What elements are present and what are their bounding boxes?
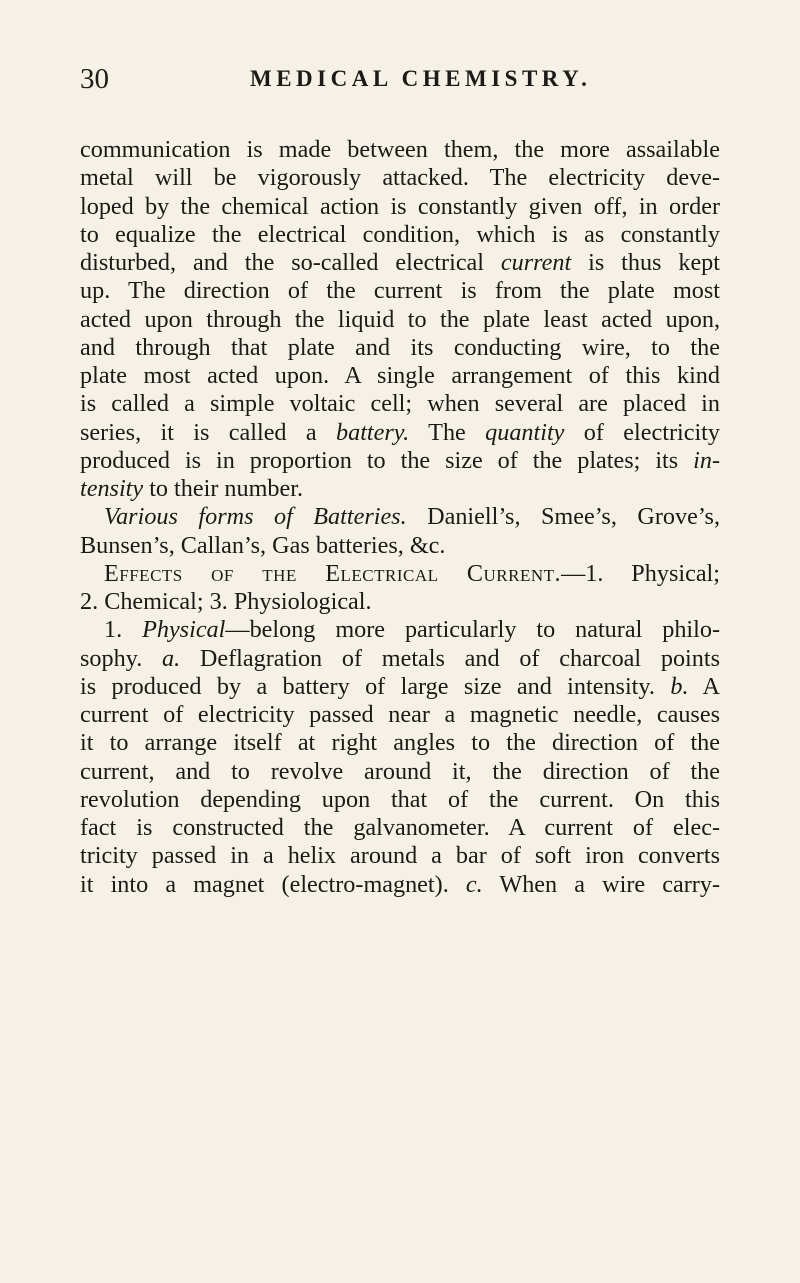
text-run: Deflagration of metals and of charcoal points (180, 644, 721, 672)
text-line (80, 447, 720, 475)
text-run: —belong more particularly to natural philo- (225, 616, 720, 644)
text-run: to their number. (143, 475, 304, 502)
text-line: plate most acted upon. A single arrangement of this kind (80, 362, 720, 389)
section-heading: Effects of the Electrical Current. (104, 559, 562, 587)
text-line: loped by the chemical action is constantly given off, in order (80, 192, 720, 220)
emphasis: quantity (485, 418, 565, 446)
text-line: acted upon through the liquid to the plate least acted upon, (80, 305, 720, 333)
text-line: current, and to revolve around it, the direction of the (80, 757, 720, 785)
text-run: A (688, 672, 720, 700)
text-line: tricity passed in a helix around a bar of soft iron converts (80, 842, 720, 870)
emphasis: a. (162, 644, 181, 672)
body-text (80, 136, 720, 899)
text-line: up. The direction of the current is from the plate most (80, 277, 720, 305)
text-line (80, 560, 720, 588)
text-line: current of electricity passed near a magnetic needle, causes (80, 701, 720, 728)
text-run: disturbed, and the so-called electrical (80, 249, 501, 276)
emphasis: b. (670, 672, 689, 700)
page-header (80, 62, 720, 102)
text-line (80, 249, 720, 277)
text-line (80, 503, 720, 531)
text-line (80, 419, 720, 447)
text-run: series, it is called a (80, 418, 336, 446)
text-run: 1. (104, 616, 143, 644)
emphasis: battery. (336, 418, 410, 446)
text-line: communication is made between them, the more assailable (80, 136, 720, 163)
running-head: MEDICAL CHEMISTRY. (250, 66, 592, 91)
text-line (80, 616, 720, 644)
text-line (80, 871, 720, 899)
emphasis: current (500, 249, 572, 276)
text-run: is thus kept (571, 249, 720, 276)
text-line: metal will be vigorously attacked. The electricity deve- (80, 164, 720, 192)
text-run: sophy. (80, 644, 163, 672)
text-run: When a wire carry- (482, 870, 720, 898)
text-line: fact is constructed the galvanometer. A current of elec- (80, 814, 720, 841)
text-line: Bunsen’s, Callan’s, Gas batteries, &c. (80, 531, 446, 559)
emphasis: tensity (80, 475, 144, 502)
text-line: revolution depending upon that of the current. On this (80, 785, 720, 813)
emphasis: Physical (142, 616, 226, 644)
text-run: —1. Physical; (561, 559, 720, 587)
text-run: The (409, 418, 486, 446)
text-line: it to arrange itself at right angles to the direction of the (80, 729, 720, 757)
text-run: it into a magnet (electro-magnet). (80, 870, 466, 898)
text-line (80, 475, 720, 503)
text-line (80, 645, 720, 673)
text-line: and through that plate and its conducting wire, to the (80, 333, 720, 361)
page-number: 30 (80, 63, 109, 95)
text-line: 2. Chemical; 3. Physiological. (80, 588, 372, 615)
text-run: is produced by a battery of large size and intensity. (80, 672, 671, 700)
text-line: is called a simple voltaic cell; when several are placed in (80, 390, 720, 418)
text-run: Daniell’s, Smee’s, Grove’s, (406, 503, 720, 531)
emphasis: c. (465, 870, 483, 898)
text-run: produced is in proportion to the size of the plates; its (80, 446, 694, 474)
emphasis: in- (693, 446, 720, 474)
text-line: to equalize the electrical condition, which is as constantly (80, 220, 720, 248)
text-run: of electricity (564, 418, 720, 446)
text-line (80, 673, 720, 701)
section-heading: Various forms of Batteries. (104, 503, 407, 531)
